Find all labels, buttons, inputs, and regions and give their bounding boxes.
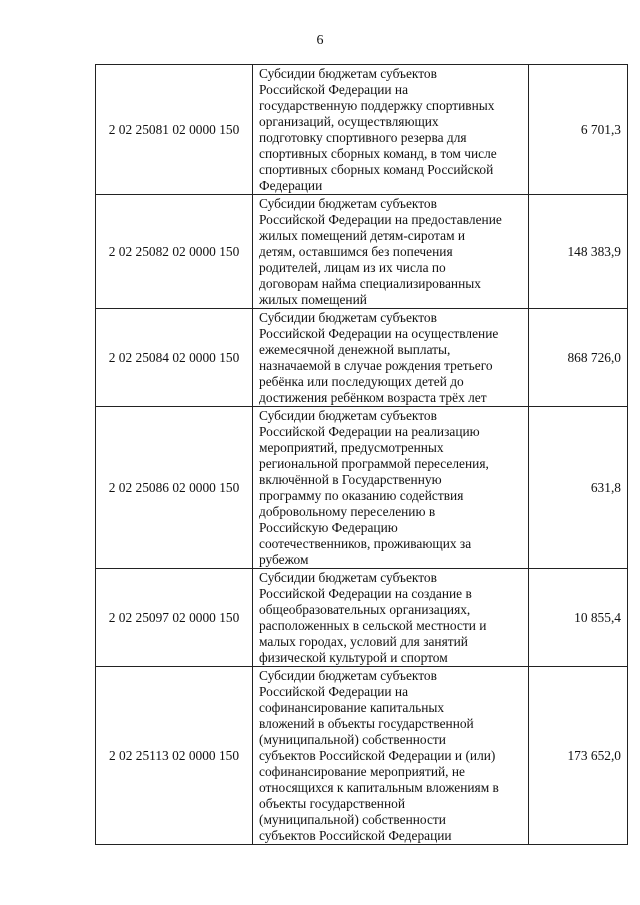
description-cell	[253, 407, 529, 569]
table-row	[96, 569, 628, 667]
description-line: рубежом	[259, 552, 309, 567]
budget-code-cell: 2 02 25113 02 0000 150	[96, 667, 253, 845]
page-number: 6	[316, 33, 324, 48]
description-line: Российской Федерации на	[259, 684, 409, 699]
description-line: субъектов Российской Федерации	[259, 828, 452, 843]
description-line: Российской Федерации на реализацию	[259, 424, 480, 439]
budget-table	[95, 64, 628, 845]
description-line: соотечественников, проживающих за	[259, 536, 472, 551]
table-row	[96, 195, 628, 309]
description-cell	[253, 65, 529, 195]
budget-code-cell: 2 02 25082 02 0000 150	[96, 195, 253, 309]
description-line: Российской Федерации на	[259, 82, 409, 97]
description-line: назначаемой в случае рождения третьего	[259, 358, 493, 373]
amount-cell: 173 652,0	[529, 667, 628, 845]
description-cell	[253, 569, 529, 667]
budget-table-body	[96, 65, 628, 845]
budget-code-cell: 2 02 25084 02 0000 150	[96, 309, 253, 407]
description-line: детям, оставшимся без попечения	[259, 244, 453, 259]
description-line: жилых помещений	[259, 292, 367, 307]
description-cell	[253, 309, 529, 407]
description-line: субъектов Российской Федерации и (или)	[259, 748, 496, 763]
description-line: Субсидии бюджетам субъектов	[259, 196, 437, 211]
description-line: Субсидии бюджетам субъектов	[259, 310, 437, 325]
description-line: ежемесячной денежной выплаты,	[259, 342, 451, 357]
table-row	[96, 667, 628, 845]
description-line: спортивных сборных команд, в том числе	[259, 146, 497, 161]
budget-code-cell: 2 02 25086 02 0000 150	[96, 407, 253, 569]
amount-cell: 148 383,9	[529, 195, 628, 309]
description-line: включённой в Государственную	[259, 472, 442, 487]
amount-cell: 631,8	[529, 407, 628, 569]
budget-code-cell: 2 02 25097 02 0000 150	[96, 569, 253, 667]
description-line: жилых помещений детям-сиротам и	[259, 228, 466, 243]
description-line: программу по оказанию содействия	[259, 488, 464, 503]
amount-cell: 6 701,3	[529, 65, 628, 195]
description-line: Российскую Федерацию	[259, 520, 398, 535]
description-line: добровольному переселению в	[259, 504, 436, 519]
description-line: Субсидии бюджетам субъектов	[259, 408, 437, 423]
description-line: малых городах, условий для занятий	[259, 634, 468, 649]
description-line: софинансирование капитальных	[259, 700, 445, 715]
description-line: (муниципальной) собственности	[259, 732, 446, 747]
description-line: физической культурой и спортом	[259, 650, 448, 665]
description-cell	[253, 667, 529, 845]
amount-cell: 868 726,0	[529, 309, 628, 407]
description-line: мероприятий, предусмотренных	[259, 440, 444, 455]
description-line: родителей, лицам из их числа по	[259, 260, 446, 275]
description-line: Субсидии бюджетам субъектов	[259, 668, 437, 683]
description-line: относящихся к капитальным вложениям в	[259, 780, 499, 795]
description-line: Федерации	[259, 178, 323, 193]
description-line: (муниципальной) собственности	[259, 812, 446, 827]
description-line: ребёнка или последующих детей до	[259, 374, 464, 389]
description-line: государственную поддержку спортивных	[259, 98, 495, 113]
description-line: общеобразовательных организациях,	[259, 602, 471, 617]
table-row	[96, 65, 628, 195]
description-line: Российской Федерации на создание в	[259, 586, 472, 601]
description-line: Российской Федерации на осуществление	[259, 326, 499, 341]
description-line: достижения ребёнком возраста трёх лет	[259, 390, 487, 405]
description-line: Субсидии бюджетам субъектов	[259, 66, 437, 81]
description-line: софинансирование мероприятий, не	[259, 764, 465, 779]
description-line: Субсидии бюджетам субъектов	[259, 570, 437, 585]
description-line: Российской Федерации на предоставление	[259, 212, 502, 227]
description-line: расположенных в сельской местности и	[259, 618, 487, 633]
description-line: региональной программой переселения,	[259, 456, 489, 471]
budget-code-cell: 2 02 25081 02 0000 150	[96, 65, 253, 195]
description-line: спортивных сборных команд Российской	[259, 162, 494, 177]
table-row	[96, 309, 628, 407]
description-line: объекты государственной	[259, 796, 406, 811]
table-row	[96, 407, 628, 569]
description-line: организаций, осуществляющих	[259, 114, 439, 129]
amount-cell: 10 855,4	[529, 569, 628, 667]
description-line: подготовку спортивного резерва для	[259, 130, 467, 145]
description-line: договорам найма специализированных	[259, 276, 481, 291]
description-cell	[253, 195, 529, 309]
description-line: вложений в объекты государственной	[259, 716, 474, 731]
